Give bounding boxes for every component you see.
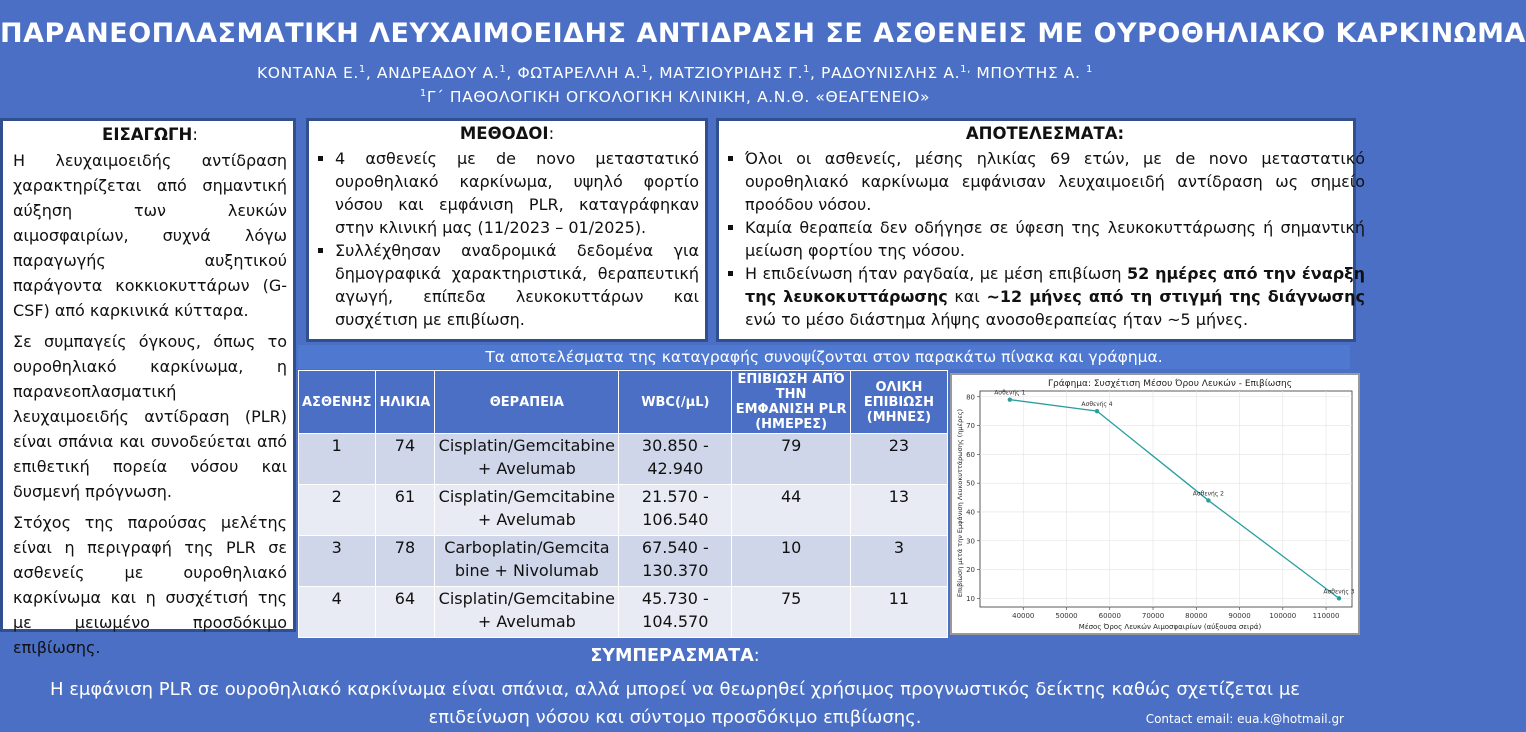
- methods-heading-suffix: :: [548, 124, 555, 143]
- table-row: [299, 485, 948, 536]
- table-header: ΗΛΙΚΙΑ: [375, 371, 435, 434]
- table-cell: 30.850 - 42.940: [619, 434, 732, 485]
- author: ΜΠΟΥΤΗΣ Α.: [976, 64, 1087, 83]
- chart-frame: [980, 391, 1355, 607]
- table-cell: 2: [299, 485, 376, 536]
- table-row: [299, 434, 948, 485]
- author-sep: ,: [648, 64, 660, 83]
- results-text: ενώ το μέσο διάστημα λήψης ανοσοθεραπείας ήταν ~5 μήνες.: [745, 310, 1249, 329]
- table-cell: 23: [850, 434, 947, 485]
- author-sup: 1: [499, 64, 507, 75]
- table-cell: 13: [850, 485, 947, 536]
- intro-heading-text: ΕΙΣΑΓΩΓΗ: [102, 125, 193, 144]
- chart-plot-area: [966, 390, 1355, 620]
- author-sup: 1: [358, 64, 366, 75]
- author-list: [0, 64, 1350, 82]
- poster-header: [0, 0, 1526, 115]
- chart-point-label: Ασθενής 2: [1192, 490, 1225, 498]
- conclusions-text: Η εμφάνιση PLR σε ουροθηλιακό καρκίνωμα είναι σπάνια, αλλά μπορεί να θεωρηθεί χρήσιμος προγνωστικός δείκτης καθώς σχετίζεται με επιδείνωση νόσου και σύντομο προσδόκιμο επιβίωσης.: [49, 679, 1301, 728]
- table-row: [299, 536, 948, 587]
- results-text: Η επιδείνωση ήταν ραγδαία, με μέση επιβίωση: [745, 264, 1127, 283]
- chart-y-tick-label: 30: [966, 537, 975, 546]
- chart-x-tick-label: 50000: [1055, 612, 1078, 620]
- table-cell: Cisplatin/Gemcitabine + Avelumab: [435, 434, 619, 485]
- chart-point-label: Ασθενής 1: [994, 389, 1026, 397]
- table-cell: 75: [732, 587, 851, 638]
- chart-x-tick-label: 40000: [1012, 612, 1035, 620]
- chart-y-tick-label: 60: [966, 450, 975, 459]
- author-sep: ,: [506, 64, 518, 83]
- conclusions-heading-text: ΣΥΜΠΕΡΑΣΜΑΤΑ: [590, 646, 754, 666]
- affiliation-sup: 1: [419, 88, 427, 99]
- chart-point-label: Ασθενής 3: [1323, 588, 1355, 596]
- results-bullet: ▪ Όλοι οι ασθενείς, μέσης ηλικίας 69 ετών, με de novo μεταστατικό ουροθηλιακό καρκίνωμα εμφάνισαν λευχαιμοειδή αντίδραση ως σημείο προόδου νόσου.: [745, 147, 1365, 216]
- chart-ylabel: Επιβίωση μετά την Εμφάνιση Λευκοκυττάρωσης (ημέρες): [956, 408, 964, 598]
- author: ΜΑΤΖΙΟΥΡΙΔΗΣ Γ.: [659, 64, 804, 83]
- table-header: WBC(/μL): [619, 371, 732, 434]
- results-panel: [716, 118, 1365, 342]
- chart-title: Γράφημα: Συσχέτιση Μέσου Όρου Λευκών - Επιβίωσης: [1048, 379, 1292, 389]
- table-header: ΕΠΙΒΙΩΣΗ ΑΠΌ ΤΗΝ ΕΜΦΑΝΙΣΗ PLR (ΗΜΕΡΕΣ): [732, 371, 851, 434]
- table-cell: 3: [299, 536, 376, 587]
- author-sup: 1: [1086, 64, 1093, 75]
- methods-list: [315, 147, 699, 331]
- chart-y-tick-label: 20: [966, 566, 975, 575]
- intro-paragraph: Σε συμπαγείς όγκους, όπως το ουροθηλιακό καρκίνωμα, η παρανεοπλασματική λευχαιμοειδής αντίδραση (PLR) είναι σπάνια και συνοδεύεται από επιθετική πορεία νόσου και δυσμενή πρόγνωση.: [13, 332, 287, 501]
- chart-x-tick-label: 90000: [1228, 612, 1251, 620]
- chart-y-tick-label: 70: [966, 422, 975, 431]
- table-cell: 74: [375, 434, 435, 485]
- author-sup: 1: [803, 64, 810, 75]
- chart-container: [950, 373, 1360, 635]
- results-highlight: 52 ημέρες από την έναρξη της λευκοκυττάρωσης: [745, 264, 1365, 306]
- affiliation-text: Γ΄ ΠΑΘΟΛΟΓΙΚΗ ΟΓΚΟΛΟΓΙΚΗ ΚΛΙΝΙΚΗ, Α.Ν.Θ. «ΘΕΑΓΕΝΕΙΟ»: [426, 88, 931, 107]
- table-cell: Cisplatin/Gemcitabine + Avelumab: [435, 485, 619, 536]
- results-bullet: [745, 262, 1365, 331]
- table-cell: 61: [375, 485, 435, 536]
- table-cell: 79: [732, 434, 851, 485]
- chart-x-tick-label: 60000: [1098, 612, 1121, 620]
- table-cell: 45.730 - 104.570: [619, 587, 732, 638]
- results-text: και: [947, 287, 987, 306]
- author-sep: ,: [809, 64, 822, 83]
- chart-point: [1008, 397, 1012, 401]
- methods-panel: [306, 118, 708, 342]
- intro-paragraph: Στόχος της παρούσας μελέτης είναι η περιγραφή της PLR σε ασθενείς με ουροθηλιακό καρκίνωμα και η συσχέτισή της με μειωμένο προσδόκιμο επιβίωσης.: [13, 513, 287, 657]
- intro-paragraph: Η λευχαιμοειδής αντίδραση χαρακτηρίζεται από σημαντική αύξηση των λευκών αιμοσφαιρίων, συχνά λόγω παραγωγής αυξητικού παράγοντα κοκκιοκυττάρων (G-CSF) από καρκινικά κύτταρα.: [13, 151, 287, 320]
- chart-y-tick-label: 80: [966, 393, 975, 402]
- author: ΑΝΔΡΕΑΔΟΥ Α.: [376, 64, 500, 83]
- intro-panel: [0, 118, 296, 657]
- table-cell: 11: [850, 587, 947, 638]
- author: ΦΩΤΑΡΕΛΛΗ Α.: [517, 64, 642, 83]
- table-cell: 21.570 - 106.540: [619, 485, 732, 536]
- chart-point: [1337, 596, 1341, 600]
- table-header: ΟΛΙΚΗ ΕΠΙΒΙΩΣΗ (ΜΗΝΕΣ): [850, 371, 947, 434]
- table-cell: 4: [299, 587, 376, 638]
- chart-x-tick-label: 100000: [1269, 612, 1297, 620]
- table-cell: Cisplatin/Gemcitabine + Avelumab: [435, 587, 619, 638]
- author: ΡΑΔΟΥΝΙΣΛΗΣ Α.: [821, 64, 961, 83]
- chart-xlabel: Μέσος Όρος Λευκών Αιμοσφαιρίων (αύξουσα σειρά): [1078, 623, 1262, 631]
- author-sep: ,: [365, 64, 377, 83]
- table-cell: 44: [732, 485, 851, 536]
- table-header: ΘΕΡΑΠΕΙΑ: [435, 371, 619, 434]
- chart-point: [1095, 409, 1099, 413]
- summary-bar: Τα αποτελέσματα της καταγραφής συνοψίζονται στον παρακάτω πίνακα και γράφημα.: [298, 345, 1350, 369]
- table-cell: 1: [299, 434, 376, 485]
- chart-point: [1206, 498, 1210, 502]
- methods-bullet: ▪ Συλλέχθησαν αναδρομικά δεδομένα για δημογραφικά χαρακτηριστικά, θεραπευτική αγωγή, επίπεδα λευκοκυττάρων και συσχέτιση με επιβίωση.: [335, 239, 699, 331]
- methods-bullet: ▪ 4 ασθενείς με de novo μεταστατικό ουροθηλιακό καρκίνωμα, υψηλό φορτίο νόσου και εμφάνιση PLR, καταγράφηκαν στην κλινική μας (11/2023 – 01/2025).: [335, 147, 699, 239]
- table-row: [299, 587, 948, 638]
- methods-heading-text: ΜΕΘΟΔΟΙ: [459, 124, 549, 143]
- table-header: ΑΣΘΕΝΗΣ: [299, 371, 376, 434]
- intro-heading-suffix: :: [192, 125, 198, 144]
- table-cell: 67.540 - 130.370: [619, 536, 732, 587]
- table-cell: 64: [375, 587, 435, 638]
- chart-x-tick-label: 80000: [1185, 612, 1208, 620]
- chart-point-label: Ασθενής 4: [1081, 401, 1113, 409]
- poster-title: ΠΑΡΑΝΕΟΠΛΑΣΜΑΤΙΚΗ ΛΕΥΧΑΙΜΟΕΙΔΗΣ ΑΝΤΙΔΡΑΣΗ ΣΕ ΑΣΘΕΝΕΙΣ ΜΕ ΟΥΡΟΘΗΛΙΑΚΟ ΚΑΡΚΙΝΩΜΑ: [0, 18, 1526, 49]
- author-sup: 1: [641, 64, 649, 75]
- results-table: [298, 370, 948, 638]
- contact-email: Contact email: eua.k@hotmail.gr: [1145, 712, 1344, 726]
- conclusions-heading-suffix: :: [753, 646, 760, 666]
- chart-y-tick-label: 50: [966, 479, 975, 488]
- table-header-row: [299, 371, 948, 434]
- table-cell: 10: [732, 536, 851, 587]
- survival-chart: [952, 375, 1358, 633]
- chart-y-tick-label: 40: [966, 508, 975, 517]
- table-cell: 3: [850, 536, 947, 587]
- results-bullet: ▪ Καμία θεραπεία δεν οδήγησε σε ύφεση της λευκοκυττάρωσης ή σημαντική μείωση φορτίου της νόσου.: [745, 216, 1365, 262]
- table-cell: Carboplatin/Gemcita bine + Nivolumab: [435, 536, 619, 587]
- results-heading: ΑΠΟΤΕΛΕΣΜΑΤΑ:: [965, 124, 1125, 143]
- conclusions-heading: [0, 646, 1350, 666]
- conclusions-section: [0, 640, 1350, 730]
- methods-heading: [315, 124, 699, 143]
- results-list: [725, 147, 1365, 331]
- table-cell: 78: [375, 536, 435, 587]
- chart-y-tick-label: 10: [966, 594, 975, 603]
- results-highlight: ~12 μήνες από τη στιγμή της διάγνωσης: [986, 287, 1365, 306]
- chart-x-tick-label: 70000: [1141, 612, 1165, 620]
- chart-x-tick-label: 110000: [1312, 612, 1340, 620]
- author-sup: 1,: [960, 64, 971, 75]
- intro-heading: [13, 125, 287, 144]
- affiliation: [0, 88, 1350, 106]
- author: ΚΟΝΤΑΝΑ Ε.: [257, 64, 359, 83]
